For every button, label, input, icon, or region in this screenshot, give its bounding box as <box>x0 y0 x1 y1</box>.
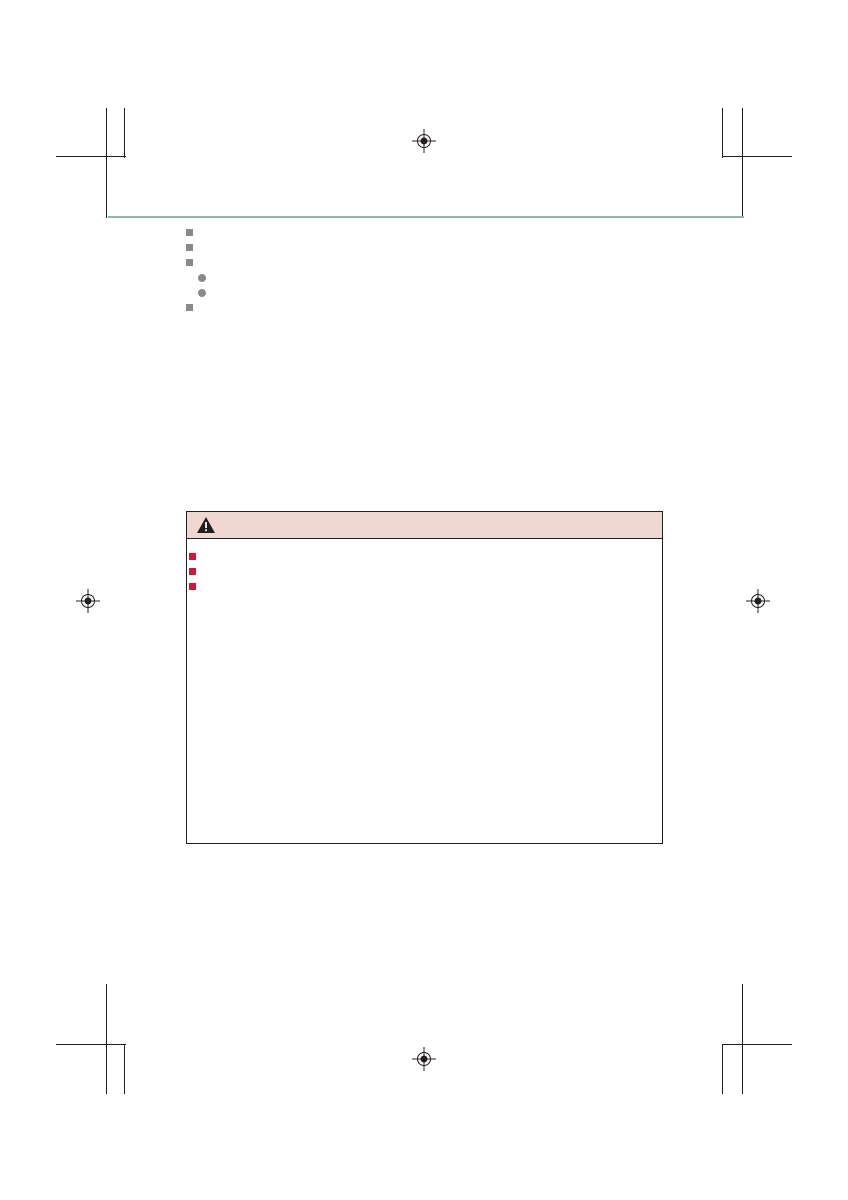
header-rule <box>108 216 744 218</box>
caution-body <box>187 539 662 590</box>
caution-header <box>187 512 662 539</box>
list-item <box>198 271 664 282</box>
registration-mark-icon <box>412 1047 436 1071</box>
list-item <box>198 286 664 297</box>
crop-mark <box>124 1044 125 1094</box>
crop-mark <box>722 156 792 157</box>
square-bullet-icon <box>186 259 193 266</box>
crop-mark <box>722 108 723 158</box>
square-bullet-icon <box>186 229 193 236</box>
info-item <box>186 301 664 311</box>
caution-box <box>186 511 663 844</box>
crop-mark <box>742 108 743 218</box>
registration-mark-icon <box>412 129 436 153</box>
caution-section <box>189 580 652 590</box>
round-bullet-icon <box>198 289 206 297</box>
red-square-bullet-icon <box>189 583 196 590</box>
square-bullet-icon <box>186 304 193 311</box>
main-content <box>186 226 664 316</box>
caution-section <box>189 550 652 560</box>
warning-triangle-icon <box>197 517 215 533</box>
info-item <box>186 226 664 236</box>
crop-mark <box>106 984 107 1094</box>
registration-mark-icon <box>746 589 770 613</box>
square-bullet-icon <box>186 244 193 251</box>
red-square-bullet-icon <box>189 568 196 575</box>
crop-mark <box>722 1044 723 1094</box>
info-item <box>186 256 664 297</box>
registration-mark-icon <box>76 589 100 613</box>
crop-mark <box>124 108 125 158</box>
info-item <box>186 241 664 251</box>
round-bullet-icon <box>198 274 206 282</box>
red-square-bullet-icon <box>189 553 196 560</box>
caution-section <box>189 565 652 575</box>
crop-mark <box>56 1044 126 1045</box>
crop-mark <box>742 984 743 1094</box>
crop-mark <box>56 156 126 157</box>
crop-mark <box>106 108 107 218</box>
crop-mark <box>722 1044 792 1045</box>
